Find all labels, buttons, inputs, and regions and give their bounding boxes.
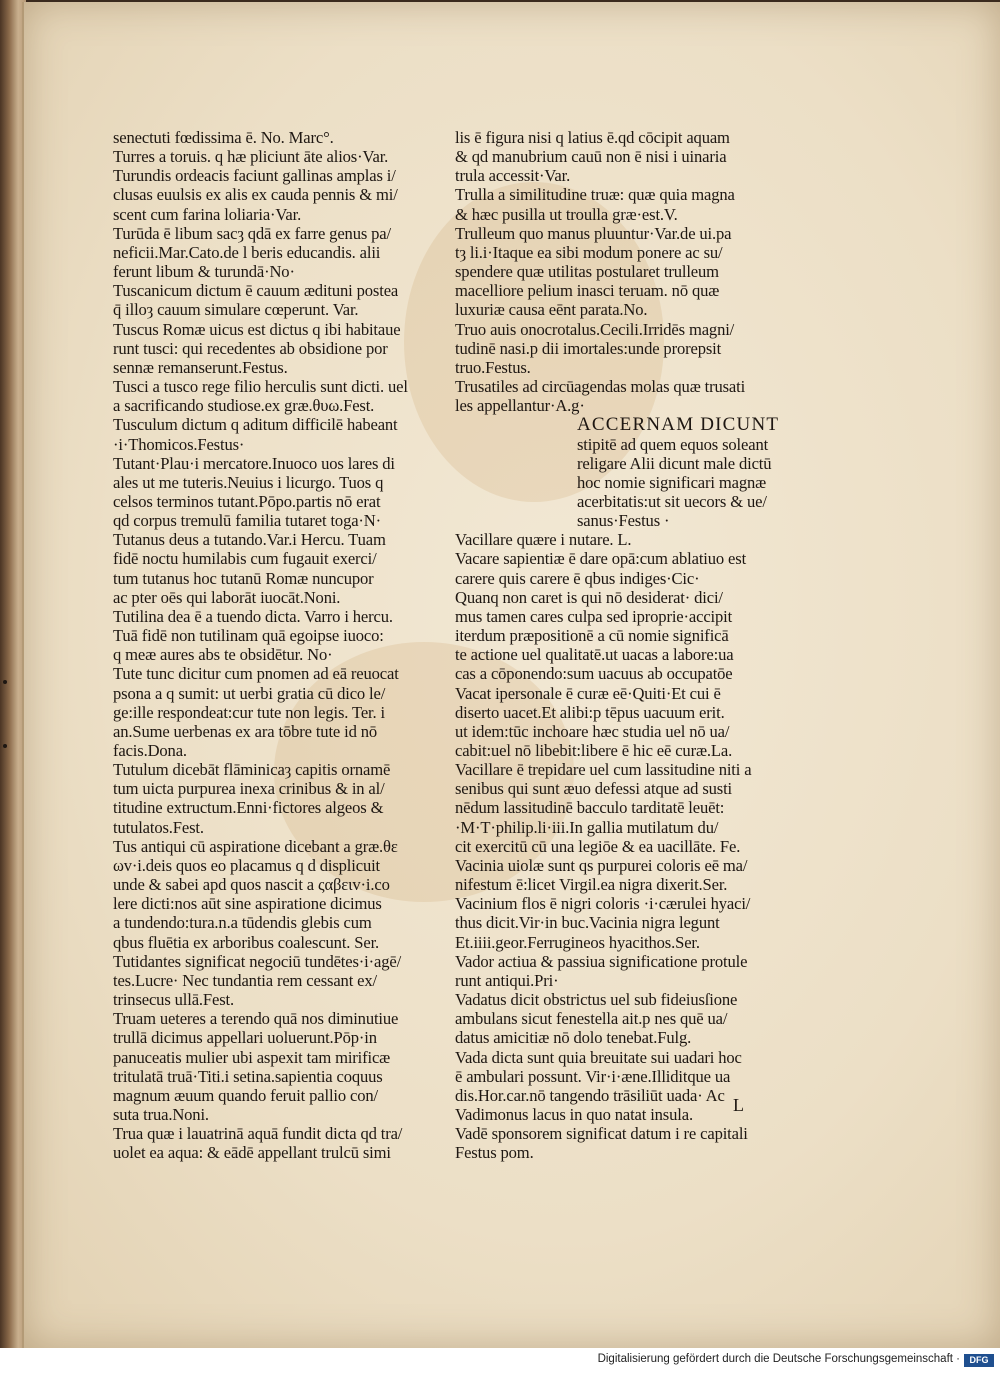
text-line: cas a cōponendo:sum uacuus ab occupatōe — [455, 664, 733, 684]
text-line: Festus pom. — [455, 1143, 534, 1163]
right-column-top-entries — [455, 128, 795, 415]
text-line: Tusculum dictum q aditum difficilē habeant — [113, 415, 398, 435]
text-line: titudine extructum.Enni·fictores algeos & — [113, 798, 384, 818]
text-line: uolet ea aqua: & eādē appellant trulcū simi — [113, 1143, 391, 1163]
left-text-column — [113, 128, 449, 1162]
text-line: Vacinium flos ē nigri coloris ·i·cærulei hyaci/ — [455, 894, 751, 914]
text-line: Tutulum dicebāt flāminicaȝ capitis ornamē — [113, 760, 391, 780]
text-line: unde & sabei apd quos nascit a ςαβειv·i.co — [113, 875, 390, 895]
text-line: suta trua.Noni. — [113, 1104, 209, 1124]
text-line: Trua quæ i lauatrinā aquā fundit dicta qd tra/ — [113, 1124, 403, 1144]
text-line: tutulatos.Fest. — [113, 817, 204, 837]
text-line: ferunt libum & turundā·No· — [113, 262, 295, 282]
text-line: carere quis carere ē qbus indiges·Cic· — [455, 568, 700, 588]
text-line: tudinē nasi.p dii imortales:unde prorepsit — [455, 338, 722, 358]
text-line: stipitē ad quem equos soleant — [577, 434, 769, 454]
text-line: tȝ li.i·Itaque ea sibi modum ponere ac su/ — [455, 242, 723, 262]
text-line: lere dicti:nos aūt sine aspiratione dicimus — [113, 894, 382, 914]
text-line: senibus qui sunt æuo defessi atque ad susti — [455, 779, 733, 799]
text-line: Vador actiua & passiua significatione protule — [455, 951, 748, 971]
text-line: datus amicitiæ nō dolo tenebat.Fulg. — [455, 1028, 692, 1048]
text-line: qbus fluētia ex arboribus coalescunt. Ser. — [113, 932, 380, 952]
text-line: diserto uacet.Et alibi:p tēpus uacuum erit. — [455, 702, 725, 722]
text-line: Vadimonus lacus in quo natat insula. — [455, 1104, 693, 1124]
text-line: runt antiqui.Pri· — [455, 970, 559, 990]
text-line: ac pter oēs qui laborāt iuocāt.Noni. — [113, 587, 341, 607]
text-line: Trulleum quo manus pluuntur·Var.de ui.pa — [455, 223, 732, 243]
right-column-indented-entry — [455, 435, 795, 531]
text-line: facis.Dona. — [113, 741, 187, 760]
text-line: Tutidantes significat negociū tundētes·i·agē/ — [113, 951, 402, 971]
text-line: nifestum ē:licet Virgil.ea nigra dixerit.Ser. — [455, 875, 728, 895]
text-line: hoc nomie significari magnæ — [577, 472, 767, 492]
page-edge-marks — [3, 620, 13, 748]
text-line: celsos terminos tutant.Pōpo.partis nō erat — [113, 491, 381, 511]
text-line: luxuriæ causa eēnt parata.No. — [455, 300, 648, 320]
text-line: psona a q sumit: ut uerbi gratia cū dico le/ — [113, 683, 386, 703]
text-line: Vada dicta sunt quia breuitate sui uadari hoc — [455, 1047, 742, 1067]
text-line: Trulla a similitudine truæ: quæ quia magna — [455, 185, 735, 205]
text-line: Vadatus dicit obstrictus uel sub fideiusſione — [455, 990, 738, 1010]
text-line: senectuti fœdissima ē. No. Marc°. — [113, 128, 334, 147]
text-line: Tute tunc dicitur cum pnomen ad eā reuocat — [113, 664, 399, 684]
text-line: Turundis ordeacis faciunt gallinas amplas i/ — [113, 166, 396, 186]
text-line: ge:ille respondeat:cur tute non legis. Ter. i — [113, 702, 385, 722]
text-line: ·M·T·philip.li·iii.In gallia mutilatum du/ — [455, 817, 719, 837]
text-line: Vacat ipersonale ē curæ eē·Quiti·Et cui ē — [455, 683, 721, 703]
text-line: Tus antiqui cū aspiratione dicebant a græ.θε — [113, 836, 398, 856]
text-line: te actione uel qualitatē.ut uacas a labore:ua — [455, 645, 734, 665]
text-line: Tutilina dea ē a tuendo dicta. Varro i hercu. — [113, 606, 393, 626]
text-line: Tusci a tusco rege filio herculis sunt dicti. uel — [113, 377, 408, 397]
text-line: les appellantur·A.g· — [455, 396, 585, 416]
text-line: trullā dicimus appellari uoluerunt.Pōp·in — [113, 1028, 377, 1048]
text-line: spendere quæ utilitas postularet trulleum — [455, 262, 719, 282]
right-text-column — [455, 128, 795, 1162]
text-line: trula accessit·Var. — [455, 166, 571, 186]
text-line: Tuā fidē non tutilinam quā egoipse iuoco: — [113, 626, 384, 646]
text-line: Tutanus deus a tutando.Var.i Hercu. Tuam — [113, 530, 386, 550]
text-line: runt tusci: qui recedentes ab obsidione por — [113, 338, 388, 358]
text-line: qd corpus tremulū familia tutaret toga·N· — [113, 511, 382, 531]
text-line: clusas euulsis ex alis ex cauda pennis & mi/ — [113, 185, 398, 205]
text-line: scent cum farina loliaria·Var. — [113, 204, 302, 224]
signature-mark: L — [733, 1095, 744, 1115]
text-line: ut idem:tūc inchoare hæc studia uel nō ua/ — [455, 721, 730, 741]
text-line: ωv·i.deis quos eo placamus q d displicuit — [113, 855, 381, 875]
text-line: Trusatiles ad circūagendas molas quæ trusati — [455, 377, 746, 397]
text-line: Tuscanicum dictum ē cauum ædituni postea — [113, 281, 399, 301]
text-line: thus dicit.Vir·in buc.Vacinia nigra legunt — [455, 913, 720, 933]
text-line: q meæ aures abs te obsidētur. No· — [113, 645, 333, 665]
text-line: ambulans sicut fenestella ait.p nes quē ua/ — [455, 1009, 728, 1029]
text-line: religare Alii dicunt male dictū — [577, 453, 772, 473]
text-line: iterdum præpositionē a cū nomie significā — [455, 626, 729, 646]
text-line: trinsecus ullā.Fest. — [113, 990, 234, 1010]
text-line: ales ut me tuteris.Neuius i licurgo. Tuos q — [113, 472, 384, 492]
text-line: an.Sume uerbenas ex ara tōbre tute id nō — [113, 721, 378, 741]
text-line: tritulatā truā·Titi.i setina.sapientia coquus — [113, 1066, 383, 1086]
text-line: Tuscus Romæ uicus est dictus q ibi habitaue — [113, 319, 401, 339]
text-line: & qd manubrium cauū non ē nisi i uinaria — [455, 147, 727, 167]
text-line: & hæc pusilla ut troulla græ·est.V. — [455, 204, 678, 224]
right-column-bottom-entries — [455, 530, 795, 1162]
text-line: truo.Festus. — [455, 357, 531, 377]
text-line: acerbitatis:ut sit uecors & ue/ — [577, 491, 767, 511]
text-line: Et.iiii.geor.Ferrugineos hyacithos.Ser. — [455, 932, 700, 952]
text-line: cabit:uel nō libebit:libere ē hic eē curæ.La. — [455, 741, 733, 760]
text-line: cit exercitū cū una legiōe & ea uacillāte. Fe. — [455, 836, 741, 856]
text-line: sanus·Festus · — [577, 511, 670, 531]
text-line: lis ē figura nisi q latius ē.qd cōcipit aquam — [455, 128, 730, 147]
text-line: magnum æuum quando feruit pallio con/ — [113, 1085, 378, 1105]
text-line: Turūda ē libum sacȝ qdā ex farre genus pa/ — [113, 223, 391, 243]
text-line: Truam ueteres a terendo quā nos diminutiue — [113, 1009, 399, 1029]
text-line: Vacinia uiolæ sunt qs purpurei coloris eē ma/ — [455, 855, 748, 875]
text-line: sennæ remanserunt.Festus. — [113, 357, 288, 377]
digitization-footer — [0, 1348, 1000, 1373]
text-line: ē ambulari possunt. Vir·i·æne.Illiditque ua — [455, 1066, 731, 1086]
text-line: a sacrificando studiose.ex græ.θυω.Fest. — [113, 396, 375, 416]
text-line: Truo auis onocrotalus.Cecili.Irridēs magni/ — [455, 319, 735, 339]
text-line: dis.Hor.car.nō tangendo trāsiliūt uada· Ac — [455, 1085, 725, 1105]
text-line: Turres a toruis. q hæ pliciunt āte alios·Var. — [113, 147, 389, 167]
footer-credit-text: Digitalisierung gefördert durch die Deutsche Forschungsgemeinschaft · — [597, 1353, 960, 1365]
text-line: q̄ illoȝ cauum simulare cœperunt. Var. — [113, 300, 359, 320]
text-line: Vacare sapientiæ ē dare opā:cum ablatiuo est — [455, 549, 747, 569]
dfg-logo: DFG — [964, 1354, 994, 1367]
text-line: macelliore pelium inasci teruam. nō quæ — [455, 281, 720, 301]
section-heading: ACCERNAM DICUNT — [577, 415, 780, 435]
text-line: neficii.Mar.Cato.de l beris educandis. alii — [113, 242, 381, 262]
text-line: nēdum lassitudinē bacculo tarditatē leuēt: — [455, 798, 725, 818]
text-line: mus tamen cares culpa sed iproprie·accipit — [455, 606, 733, 626]
text-line: Quanq non caret is qui nō desiderat· dici/ — [455, 587, 723, 607]
text-line: Tutant·Plau·i mercatore.Inuoco uos lares di — [113, 453, 395, 473]
text-line: tum uicta purpurea inexa crinibus & in al/ — [113, 779, 385, 799]
text-line: Vacillare ē trepidare uel cum lassitudine niti a — [455, 760, 752, 780]
text-line: panuceatis mulier ubi aspexit tam mirificæ — [113, 1047, 391, 1067]
text-line: tum tutanus hoc tutanū Romæ nuncupor — [113, 568, 374, 588]
text-line: a tundendo:tura.n.a tūdendis glebis cum — [113, 913, 372, 933]
text-line: Vacillare quære i nutare. L. — [455, 530, 632, 550]
text-line: ·i·Thomicos.Festus· — [113, 434, 245, 454]
text-line: tes.Lucre· Nec tundantia rem cessant ex/ — [113, 970, 377, 990]
text-line: fidē noctu humilabis cum fugauit exerci/ — [113, 549, 377, 569]
text-line: Vadē sponsorem significat datum i re capitali — [455, 1124, 748, 1144]
